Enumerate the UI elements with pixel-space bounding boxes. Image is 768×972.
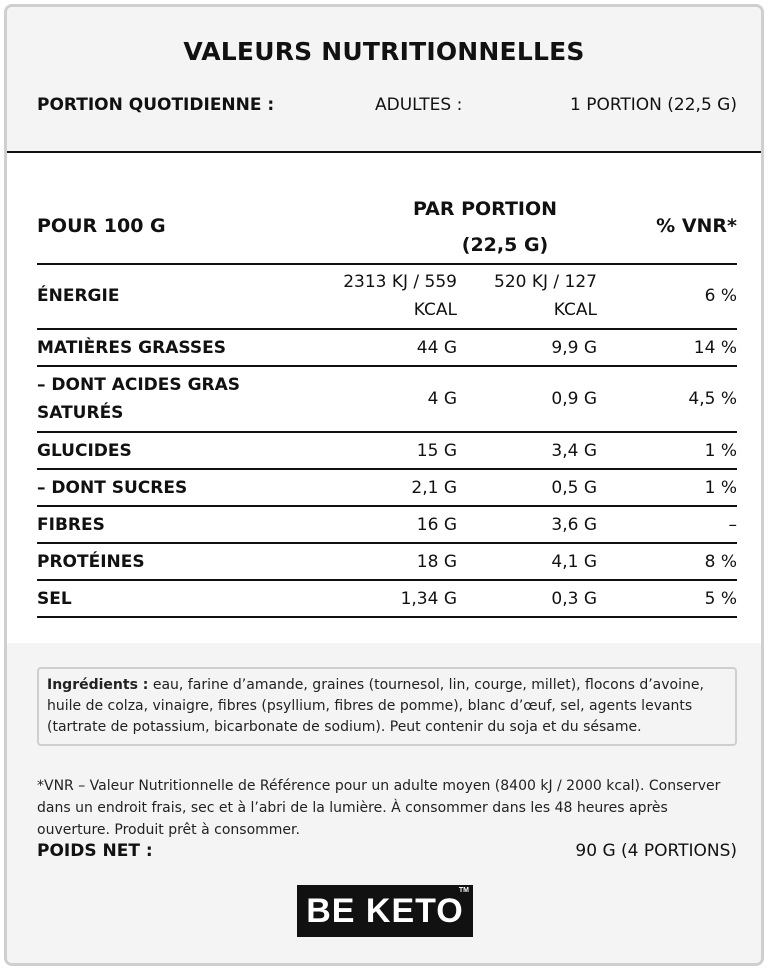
net-weight-value: 90 G (4 PORTIONS) <box>575 841 737 861</box>
row-per-portion: 3,4 G <box>551 441 597 461</box>
row-name: PROTÉINES <box>37 552 145 572</box>
portion-amount: 1 PORTION (22,5 G) <box>569 95 737 115</box>
trademark-mark: TM <box>458 887 469 894</box>
daily-portion-label: PORTION QUOTIDIENNE : <box>37 95 275 115</box>
nutrition-table <box>7 153 761 643</box>
row-vnr: 6 % <box>704 286 737 306</box>
row-name: SEL <box>37 589 72 609</box>
table-row <box>37 581 737 618</box>
table-header <box>37 191 737 265</box>
row-per100: 16 G <box>416 515 457 535</box>
row-vnr: 4,5 % <box>688 389 737 409</box>
row-vnr: 14 % <box>693 338 737 358</box>
row-per100: 2,1 G <box>411 478 457 498</box>
row-per100: 2313 KJ / 559 KCAL <box>343 272 457 320</box>
header-per-100g: POUR 100 G <box>37 215 166 237</box>
row-name: – DONT SUCRES <box>37 478 188 498</box>
nutrition-label <box>4 4 764 966</box>
row-name: MATIÈRES GRASSES <box>37 338 226 358</box>
row-per-portion: 520 KJ / 127 KCAL <box>494 272 597 320</box>
header-vnr: % VNR* <box>656 215 737 237</box>
row-per-portion: 9,9 G <box>551 338 597 358</box>
row-vnr: 1 % <box>704 478 737 498</box>
table-row <box>37 507 737 544</box>
table-row <box>37 367 737 433</box>
row-per100: 44 G <box>416 338 457 358</box>
row-name: ÉNERGIE <box>37 286 120 306</box>
table-row <box>37 544 737 581</box>
row-per-portion: 0,9 G <box>551 389 597 409</box>
table-row <box>37 470 737 507</box>
header-per-portion: PAR PORTION (22,5 G) <box>412 198 558 256</box>
table-row <box>37 330 737 367</box>
header-section <box>7 7 761 153</box>
row-vnr: – <box>728 515 737 535</box>
row-per-portion: 4,1 G <box>551 552 597 572</box>
vnr-note: *VNR – Valeur Nutritionnelle de Référence pour un adulte moyen (8400 kJ / 2000 kcal). Conserver dans un endroit frais, sec et à l’abri de la lumière. À consommer dans les 48 heures après ouverture. Produit prêt à consommer. <box>37 778 721 838</box>
row-per-portion: 3,6 G <box>551 515 597 535</box>
row-per-portion: 0,3 G <box>551 589 597 609</box>
row-per100: 4 G <box>427 389 457 409</box>
row-name: FIBRES <box>37 515 105 535</box>
ingredients-box <box>37 667 737 746</box>
row-vnr: 5 % <box>704 589 737 609</box>
row-vnr: 8 % <box>704 552 737 572</box>
row-vnr: 1 % <box>704 441 737 461</box>
row-name: GLUCIDES <box>37 441 132 461</box>
footer-section <box>7 643 761 963</box>
row-per100: 18 G <box>416 552 457 572</box>
table-row <box>37 433 737 470</box>
brand-logo-text: BE KETO <box>306 892 464 930</box>
table-row <box>37 265 737 330</box>
row-name: – DONT ACIDES GRAS SATURÉS <box>37 375 241 423</box>
page-title: VALEURS NUTRITIONNELLES <box>183 37 585 66</box>
ingredients-label: Ingrédients : <box>47 677 149 693</box>
row-per-portion: 0,5 G <box>551 478 597 498</box>
row-per100: 15 G <box>416 441 457 461</box>
ingredients-text: eau, farine d’amande, graines (tournesol, lin, courge, millet), flocons d’avoine, huile de colza, vinaigre, fibres (psyllium, fibres de pomme), blanc d’œuf, sel, agents levants (tartrate de potassium, bicarbonate de sodium). Peut contenir du soja et du sésame. <box>47 677 704 735</box>
row-per100: 1,34 G <box>400 589 457 609</box>
net-weight-label: POIDS NET : <box>37 841 153 861</box>
adults-label: ADULTES : <box>375 95 463 115</box>
brand-logo <box>297 885 473 937</box>
table-body <box>37 265 737 618</box>
